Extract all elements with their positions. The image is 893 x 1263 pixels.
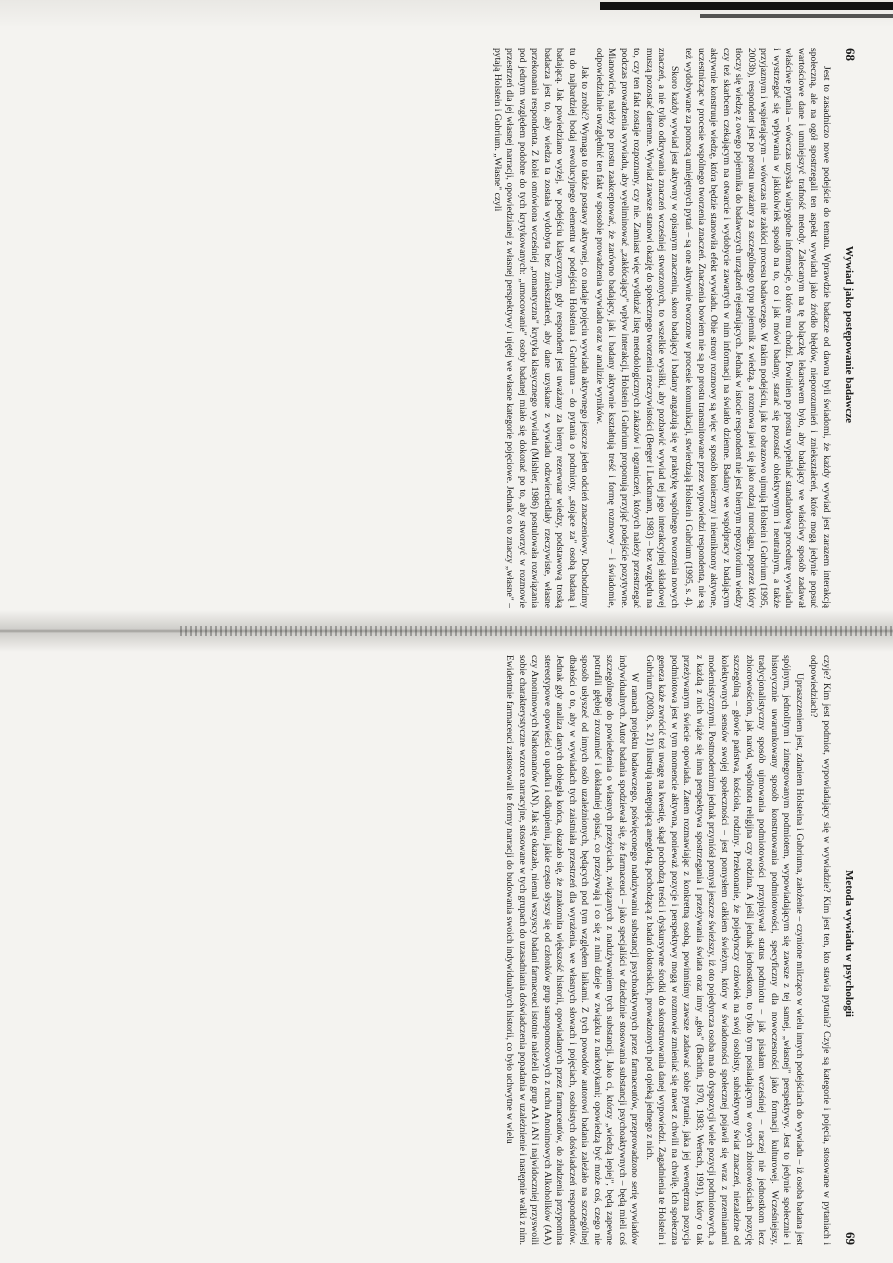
paragraph: Skoro każdy wywiad jest aktywny w opisanym znaczeniu, skoro badający i badany angażują się w praktykę wspólnego tworzenia nowych znaczeń, a nie tylko odkrywania znaczeń wcześniej stworzonych, to wszelkie wysiłki, aby pozbawić wywiad tej jego interakcyjnej składowej muszą pozostać daremne. Wywiad zawsze stanowi okazję do społecznego tworzenia rzeczywistości (Berger i Luckmann, 1983) – bez względu na to, czy ten fakt zostaje rozpoznany, czy nie. Zamiast więc wydłużać listę metodologicznych zakazów i ograniczeń, których należy przestrzegać podczas prowadzenia wywiadu, aby wyeliminować „zakłócający" wpływ interakcji, Holstein i Gubrium proponują przyjąć podejście pozytywne. Mianowicie, należy po prostu zaakceptować, że zarówno badający, jak i badany aktywnie kształtują treść i formę rozmowy – i świadomie, odpowiedzialnie uwzględnić ten fakt w sposobie prowadzenia wywiadu oraz w analizie wyników. [594, 48, 680, 608]
paragraph: czyje? Kim jest podmiot, wypowiadający się w wywiadzie? Kim jest ten, kto stawia pytania? Czyje są kategorie i pojęcia, stosowane w pytaniach i odpowiedziach? [808, 655, 832, 1245]
scan-dark-strip-thin [700, 14, 893, 18]
page-body [503, 655, 832, 1245]
paragraph: Upraszczeniem jest, zdaniem Holsteina i Gubriuma, założenie – czynione milcząco w wielu innych podejściach do wywiadu – iż osoba badana jest spójnym, jednolitym i zintegrowanym podmiotem, wypowiadającym się zawsze z tej samej, „własnej" perspektywy. Jest to jedynie społecznie i historycznie uwarunkowany sposób konstruowania podmiotowości, specyficzny dla nowoczesności jako formacji kulturowej. Wcześniejszy, tradycjonalistyczny sposób ujmowania podmiotowości przypisywał status podmiotu – jak pisałam wcześniej – raczej nie jednostkom lecz zbiorowościom, jak naród, wspólnota religijna czy rodzina. A jeśli jednak jednostkom, to tylko tym posiadającym w owych zbiorowościach pozycję szczególną – głowie państwa, kościoła, rodziny. Przekonanie, że pojedynczy człowiek na swój osobisty, subiektywny świat znaczeń, niezależne od kolektywnych sensów swojej społeczności – jest pomysłem całkiem świeżym, który w świadomości społecznej pojawił się wraz z przemianami modernistycznymi. Postmodernizm jednak przyniósł pomysł jeszcze świeższy, iż oto pojedyncza osoba ma do dyspozycji wiele pozycji podmiotowych, a z każdą z nich wiąże się inna perspektywa spostrzegania i przeżywania świata oraz inny „głos" (Bachtin, 1970, 1983; Wertsch, 1991), który o tak przeżywanym świecie opowiada. Zatem rozmawiając z konkretną osobą, powinniśmy zawsze zadawać sobie pytanie, jaka jej wewnętrzna pozycja podmiotowa jest w tym momencie aktywna, ponieważ pozycje i perspektywy mogą w rozmowie zmieniać się nawet z chwili na chwilę. Ich społeczna geneza każe zwrócić też uwagę na kwestię, skąd pochodzą treści i dyskursywne środki do skonstruowania danej wypowiedzi. Zagadnienia te Holstein i Gubrium (2003b, s. 21) ilustrują następującą anegdotą, pochodzącą z badań doktorskich, prowadzonych pod opieką jednego z nich. [644, 655, 805, 1245]
page-header [842, 48, 858, 608]
gutter-noise [180, 626, 893, 636]
right-page [23, 655, 858, 1245]
page-number: 69 [843, 1232, 858, 1245]
running-head: Metoda wywiadu w psychologii [843, 870, 855, 1017]
paragraph: Jest to zasadniczo nowe podejście do tematu. Wprawdzie badacze od dawna byli świadomi, że każdy wywiad jest zarazem interakcją społeczną, ale na ogół spostrzegali ten aspekt wywiadu jako źródło błędów, nieporozumień i zniekształceń, które mogą jedynie popsuć wartościowe dane i umniejszyć trafność metody. Zalecanym na tę bolączkę lekarstwem było, aby badający we właściwy sposób zadawał właściwe pytania – wówczas uzyska wiarygodne informacje, o które mu chodzi. Powinien po prostu wypełniać standardową procedurę wywiadu i wystrzegać się wpływania w jakikolwiek sposób na to, co i jak mówi badany, starać się pozostać obiektywnym i neutralnym, a także przyjaznym i wspierającym – wówczas nie zakłóci procesu badawczego. W takim podejściu, jak to obrazowo ujmują Holstein i Gubrium (1995, 2003b), respondent jest po prostu uważany za szczególnego typu pojemnik z wiedzą, a rozmowa jawi się jako rodzaj rurociągu, poprzez który tłoczy się wiedzę z owego pojemnika do badawczych urządzeń rejestrujących. Jednak w istocie respondent nie jest biernym repozytorium wiedzy czy też skarbcem czekającym na otwarcie i wydobycie zawartych w nim informacji na światło dzienne. Badany we współpracy z badającym aktywnie konstruuje wiedzę, która będzie stanowiła efekt wywiadu. Obie strony rozmowy są więc w sposób konieczny i nieuniknony aktywne, uczestnicząc w procesie wspólnego tworzenia znaczeń. Znaczenia bowiem nie są po prostu transmitowane przez wypowiedzi respondenta, nie są też wydobywane za pomocą umiejętnych pytań – są one aktywnie tworzone w procesie komunikacji, stwierdzają Holstein i Gubrium (1995, s. 4). [683, 48, 832, 608]
scan-dark-strip [600, 2, 893, 10]
running-head: Wywiad jako postępowanie badawcze [843, 245, 855, 424]
paragraph: W ramach projektu badawczego, poświęconego nadużywaniu substancji psychoaktywnych przez farmaceutów, przeprowadzono serię wywiadów indywidualnych. Autor badania spodziewał się, że farmaceuci – jako specjaliści w dziedzinie stosowania substancji psychoaktywnych – będą mieli coś szczególnego do powiedzenia o własnych przeżyciach, związanych z nadużywaniem tych substancji. Jako ci, którzy „wiedzą lepiej", będą zapewne potrafili głębiej zrozumieć i dokładniej opisać, co przeżywają i co się z nimi dzieje w związku z narkotykami; opowiedzą być może coś, czego nie sposób usłyszeć od innych osób uzależnionych, będących pod tym względem laikami. Z tych powodów autorowi badania zależało na szczególnej dbałości o to, aby w wywiadach tych zaistniała przestrzeń dla wyrażenia, we własnych słowach i pojęciach, osobistych doświadczeń respondentów. Jednak gdy analiza danych dobiegła końca, okazało się, że znakomita większość historii, opowiadanych przez farmaceutów, do złudzenia przypomina stereotypowe opowieści o upadku i odkupieniu, jakie często słyszy się od członków grup samopomocowych z ruchu Anonimowych Alkoholików (AA) czy Anonimowych Narkomanów (AN). Jak się okazało, niemal wszyscy badani farmaceuci istotnie należeli do grup AA i AN i najwidoczniej przyswoili sobie charakterystyczne wzorce narracyjne, stosowane w tych grupach do uzasadniania doświadczenia popadania w uzależnienie i następnie walki z nim. Ewidentnie farmaceuci zastosowali te formy narracji do budowania swoich indywidualnych historii, co było uchwytne w wielu [504, 655, 641, 1245]
page-header [842, 655, 858, 1245]
left-page [23, 48, 858, 608]
paragraph: Jak to zrobić? Wymaga to także postawy aktywnej, co nadaje pojęciu wywiadu aktywnego jeszcze jeden odcień znaczeniowy. Dochodzimy tu do najbardziej bodaj rewolucyjnego elementu w podejściu Holsteina i Gubriuma – do pytania o podmioty, „stojące za" osobą badaną i badającą. Jak powiedziano wyżej, w podejściu klasycznym, gdy respondent jest uważany za bierny rezerwuar wiedzy, podstawową troską badacza jest to, aby wiedza ta została wydobyta bez zniekształceń, aby dane uzyskane z wywiadu odzwierciedlały rzeczywiste, własne przekonania respondenta. Z kolei omówiona wcześniej „romantyczna" krytyka klasycznego wywiadu (Mishler, 1986) postulowała rozwiązania pod jednym względem podobne do tych krytykowanych: „umocowanie" osoby badanej miało się dokonać po to, aby stworzyć w rozmowie przestrzeń dla jej własnej narracji, opowiedzianej z własnej perspektywy i ujętej we własne kategorie pojęciowe. Jednak co to znaczy „własne" – pytają Holstein i Gubrium. „Własne" czyli [492, 48, 591, 608]
page-number: 68 [843, 48, 858, 61]
page-body [491, 48, 833, 608]
